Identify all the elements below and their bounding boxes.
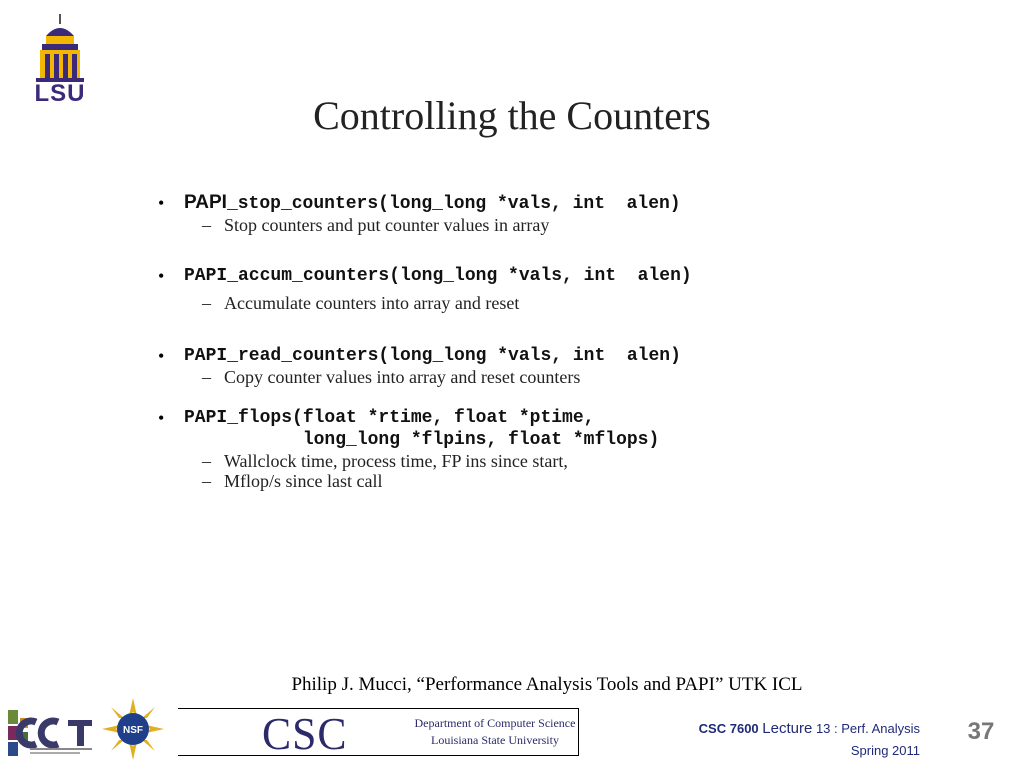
dash-icon: – bbox=[202, 367, 211, 387]
course-code: CSC 7600 bbox=[698, 721, 759, 736]
dash-icon: – bbox=[202, 293, 211, 313]
sub-item bbox=[202, 293, 878, 313]
sub-item-text: Wallclock time, process time, FP ins since start, bbox=[224, 451, 568, 471]
sub-item-text: Accumulate counters into array and reset bbox=[224, 293, 520, 313]
nsf-text: NSF bbox=[123, 725, 143, 736]
sub-item bbox=[202, 367, 878, 387]
lsu-wordmark: LSU bbox=[34, 80, 86, 107]
course-line bbox=[640, 718, 920, 740]
sub-item bbox=[202, 215, 878, 235]
nsf-logo bbox=[102, 698, 164, 760]
list-item bbox=[158, 345, 878, 387]
code-prefix: PAPI bbox=[184, 192, 227, 213]
dash-icon: – bbox=[202, 471, 211, 491]
bullet-icon: • bbox=[158, 408, 165, 428]
citation: Philip J. Mucci, “Performance Analysis Tools and PAPI” UTK ICL bbox=[291, 674, 803, 695]
course-info bbox=[640, 718, 920, 762]
slide-title: Controlling the Counters bbox=[313, 93, 711, 138]
csc-department-line2: Louisiana State University bbox=[431, 733, 559, 747]
function-signature bbox=[184, 192, 878, 215]
bullet-list bbox=[158, 188, 878, 491]
sub-item bbox=[202, 451, 878, 471]
course-lecture-word: Lecture bbox=[762, 720, 813, 737]
page-number: 37 bbox=[967, 718, 995, 745]
csc-banner bbox=[178, 708, 579, 759]
cct-logo bbox=[8, 708, 94, 758]
list-item bbox=[158, 192, 878, 235]
function-signature: PAPI_flops(float *rtime, float *ptime, bbox=[184, 408, 595, 428]
function-signature: PAPI_accum_counters(long_long *vals, int alen) bbox=[184, 266, 692, 286]
bullet-icon: • bbox=[158, 266, 165, 286]
dash-icon: – bbox=[202, 451, 211, 471]
csc-department bbox=[412, 715, 578, 749]
code-rest: _stop_counters(long_long *vals, int alen) bbox=[226, 194, 681, 214]
dash-icon: – bbox=[202, 215, 211, 235]
function-signature-continued: long_long *flpins, float *mflops) bbox=[184, 430, 660, 450]
list-item bbox=[158, 265, 878, 313]
sub-item-text: Copy counter values into array and reset counters bbox=[224, 367, 581, 387]
course-term: Spring 2011 bbox=[850, 743, 920, 758]
sub-item bbox=[202, 471, 878, 491]
sub-item-text: Mflop/s since last call bbox=[224, 471, 383, 491]
course-lecture-topic: 13 : Perf. Analysis bbox=[812, 721, 920, 736]
list-item bbox=[158, 407, 878, 491]
bullet-icon: • bbox=[158, 346, 165, 366]
csc-wordmark: CSC bbox=[262, 708, 348, 759]
bullet-icon: • bbox=[158, 193, 165, 213]
function-signature: PAPI_read_counters(long_long *vals, int alen) bbox=[184, 346, 681, 366]
csc-department-line1: Department of Computer Science bbox=[414, 716, 576, 730]
sub-item-text: Stop counters and put counter values in array bbox=[224, 215, 550, 235]
